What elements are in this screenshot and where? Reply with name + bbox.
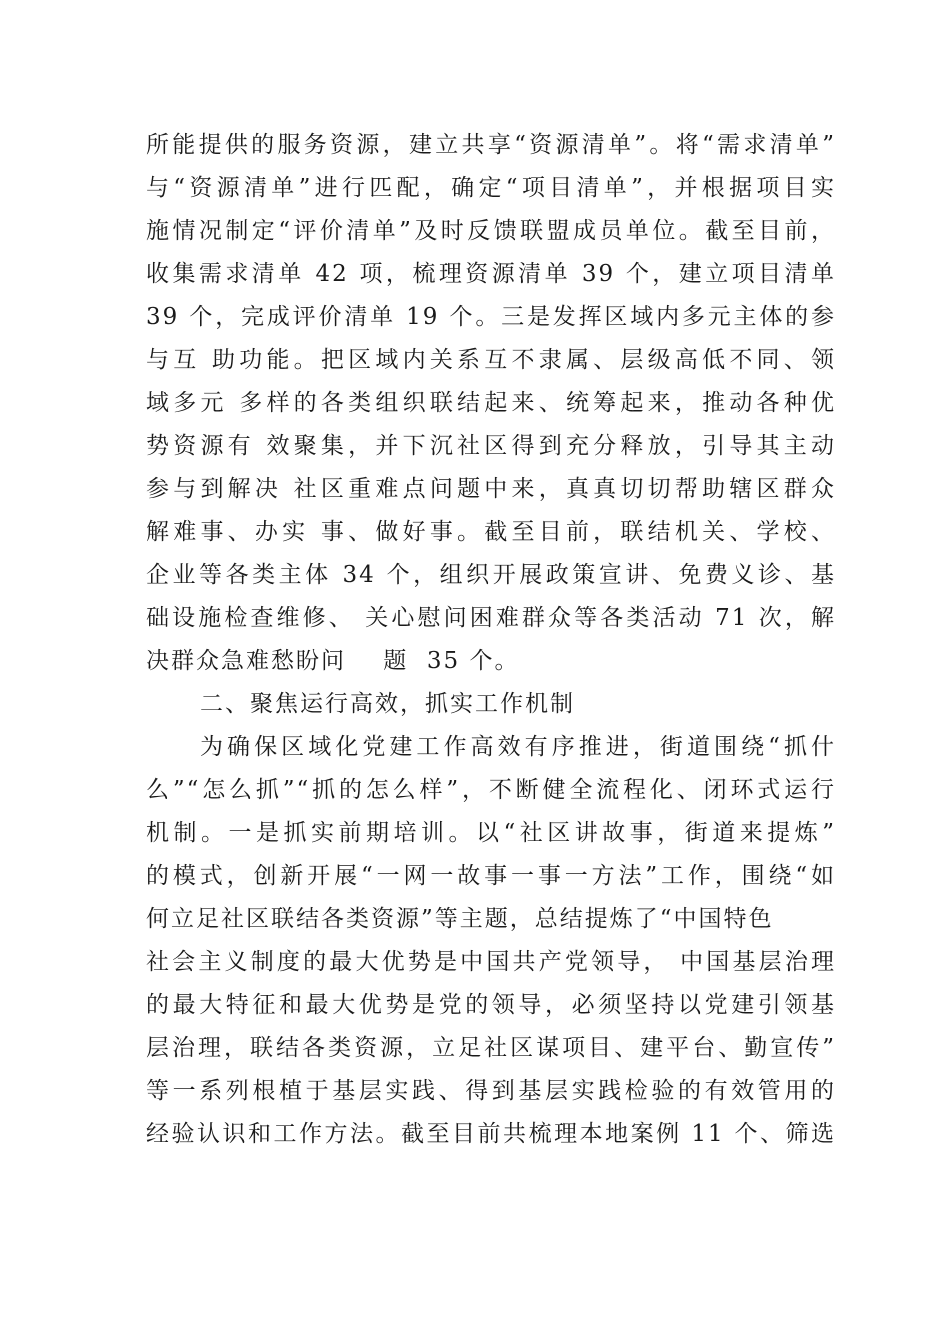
text-line: 势资源有 效聚集，并下沉社区得到充分释放，引导其主动 xyxy=(146,433,836,459)
text-line: 与“资源清单”进行匹配，确定“项目清单”，并根据项目实 xyxy=(146,175,836,201)
text-line: 何立足社区联结各类资源”等主题，总结提炼了“中国特色 xyxy=(146,906,774,932)
text-line-paragraph-start: 为确保区域化党建工作高效有序推进，街道围绕“抓什 xyxy=(200,734,836,760)
text-line: 的最大特征和最大优势是党的领导，必须坚持以党建引领基 xyxy=(146,992,836,1018)
text-line: 层治理，联结各类资源，立足社区谋项目、建平台、勤宣传” xyxy=(146,1035,836,1061)
text-line: 施情况制定“评价清单”及时反馈联盟成员单位。截至目前， xyxy=(146,218,836,244)
section-heading: 二、聚焦运行高效，抓实工作机制 xyxy=(200,691,575,717)
text-line: 所能提供的服务资源，建立共享“资源清单”。将“需求清单” xyxy=(146,132,836,158)
text-line: 解难事、办实 事、做好事。截至目前，联结机关、学校、 xyxy=(146,519,836,545)
text-line: 企业等各类主体 34 个，组织开展政策宣讲、免费义诊、基 xyxy=(146,562,836,588)
text-line: 39 个，完成评价清单 19 个。三是发挥区域内多元主体的参 xyxy=(146,304,836,330)
text-line: 域多元 多样的各类组织联结起来、统筹起来，推动各种优 xyxy=(146,390,836,416)
text-line: 经验认识和工作方法。截至目前共梳理本地案例 11 个、筛选 xyxy=(146,1121,836,1147)
text-line: 与互 助功能。把区域内关系互不隶属、层级高低不同、领 xyxy=(146,347,836,373)
text-line: 机制。一是抓实前期培训。以“社区讲故事，街道来提炼” xyxy=(146,820,836,846)
text-line: 等一系列根植于基层实践、得到基层实践检验的有效管用的 xyxy=(146,1078,836,1104)
text-line: 社会主义制度的最大优势是中国共产党领导， 中国基层治理 xyxy=(146,949,836,975)
text-line: 参与到解决 社区重难点问题中来，真真切切帮助辖区群众 xyxy=(146,476,836,502)
body-text xyxy=(146,124,836,1156)
text-line: 收集需求清单 42 项，梳理资源清单 39 个，建立项目清单 xyxy=(146,261,836,287)
text-line: 么”“怎么抓”“抓的怎么样”，不断健全流程化、闭环式运行 xyxy=(146,777,836,803)
text-line: 础设施检查维修、 关心慰问困难群众等各类活动 71 次，解 xyxy=(146,605,836,631)
text-line: 的模式，创新开展“一网一故事一事一方法”工作，围绕“如 xyxy=(146,863,836,889)
text-line-paragraph-end: 决群众急难愁盼问 题 35 个。 xyxy=(146,648,520,674)
